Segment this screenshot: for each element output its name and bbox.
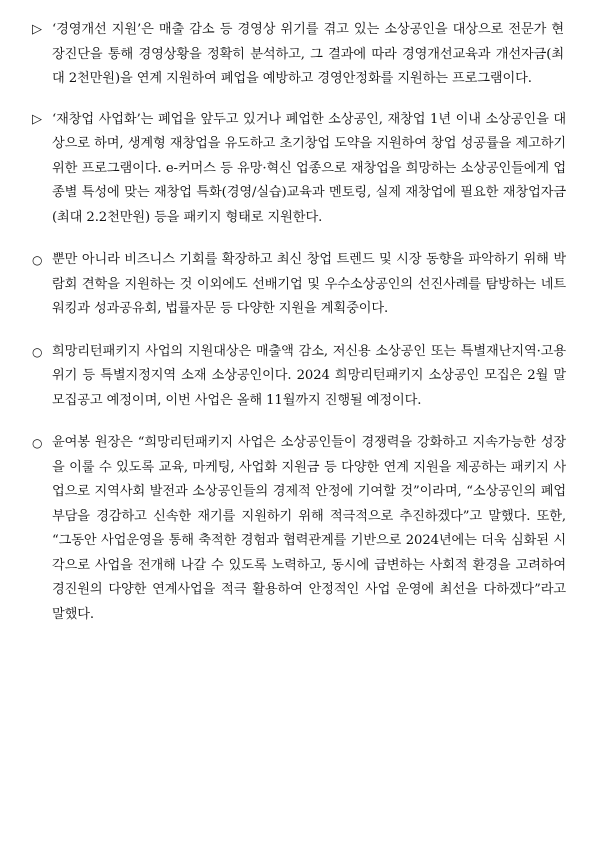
paragraph-text: 윤여봉 원장은 “희망리턴패키지 사업은 소상공인들이 경쟁력을 강화하고 지속가능한 성장을 이룰 수 있도록 교육, 마케팅, 사업화 지원금 등 다양한 연계 지원을 제공하는 패키지 사업으로 지역사회 발전과 소상공인들의 경제적 안정에 기여할 것”이라며, “소상공인의 폐업부담을 경감하고 신속한 재기를 지원하기 위해 적극적으로 추진하겠다”고 말했다. 또한, “그동안 사업운영을 통해 축적한 경험과 협력관계를 기반으로 2024년에는 더욱 심화된 시각으로 사업을 전개해 나갈 수 있도록 노력하고, 동시에 급변하는 사회적 환경을 고려하여 경진원의 다양한 연계사업을 적극 활용하여 안정적인 사업 운영에 최선을 다하겠다”라고 말했다. [52,435,566,622]
paragraph-block [30,431,566,627]
triangle-outline-bullet-icon: ▷ [32,111,42,127]
triangle-outline-bullet-icon: ▷ [32,22,42,37]
paragraph-text: 뿐만 아니라 비즈니스 기회를 확장하고 최신 창업 트렌드 및 시장 동향을 파악하기 위해 박람회 견학을 지원하는 것 이외에도 선배기업 및 우수소상공인의 선진사례를 탐방하는 네트워킹과 성과공유회, 법률자문 등 다양한 지원을 계획중이다. [52,252,566,316]
paragraph-block [30,108,566,231]
circle-outline-bullet-icon: ○ [32,344,43,359]
paragraph-block [30,248,566,322]
circle-outline-bullet-icon: ○ [32,253,43,267]
circle-outline-bullet-icon: ○ [32,436,43,450]
paragraph-block [30,18,566,92]
paragraph-text: ‘경영개선 지원’은 매출 감소 등 경영상 위기를 겪고 있는 소상공인을 대상으로 전문가 현장진단을 통해 경영상황을 정확히 분석하고, 그 결과에 따라 경영개선교육과 개선자금(최대 2천만원)을 연계 지원하여 폐업을 예방하고 경영안정화를 지원하는 프로그램이다. [52,22,564,86]
paragraph-block [30,340,566,414]
paragraph-text: ‘재창업 사업화’는 폐업을 앞두고 있거나 폐업한 소상공인, 재창업 1년 이내 소상공인을 대상으로 하며, 생계형 재창업을 유도하고 초기창업 도약을 지원하여 창업 성공률을 제고하기 위한 프로그램이다. e-커머스 등 유망·혁신 업종으로 재창업을 희망하는 소상공인들에게 업종별 특성에 맞는 재창업 특화(경영/실습)교육과 멘토링, 실제 재창업에 필요한 재창업자금(최대 2.2천만원) 등을 패키지 형태로 지원한다. [52,111,567,225]
paragraph-text: 희망리턴패키지 사업의 지원대상은 매출액 감소, 저신용 소상공인 또는 특별재난지역·고용위기 등 특별지정지역 소재 소상공인이다. 2024 희망리턴패키지 소상공인 모집은 2월 말 모집공고 예정이며, 이번 사업은 올해 11월까지 진행될 예정이다. [52,343,566,408]
